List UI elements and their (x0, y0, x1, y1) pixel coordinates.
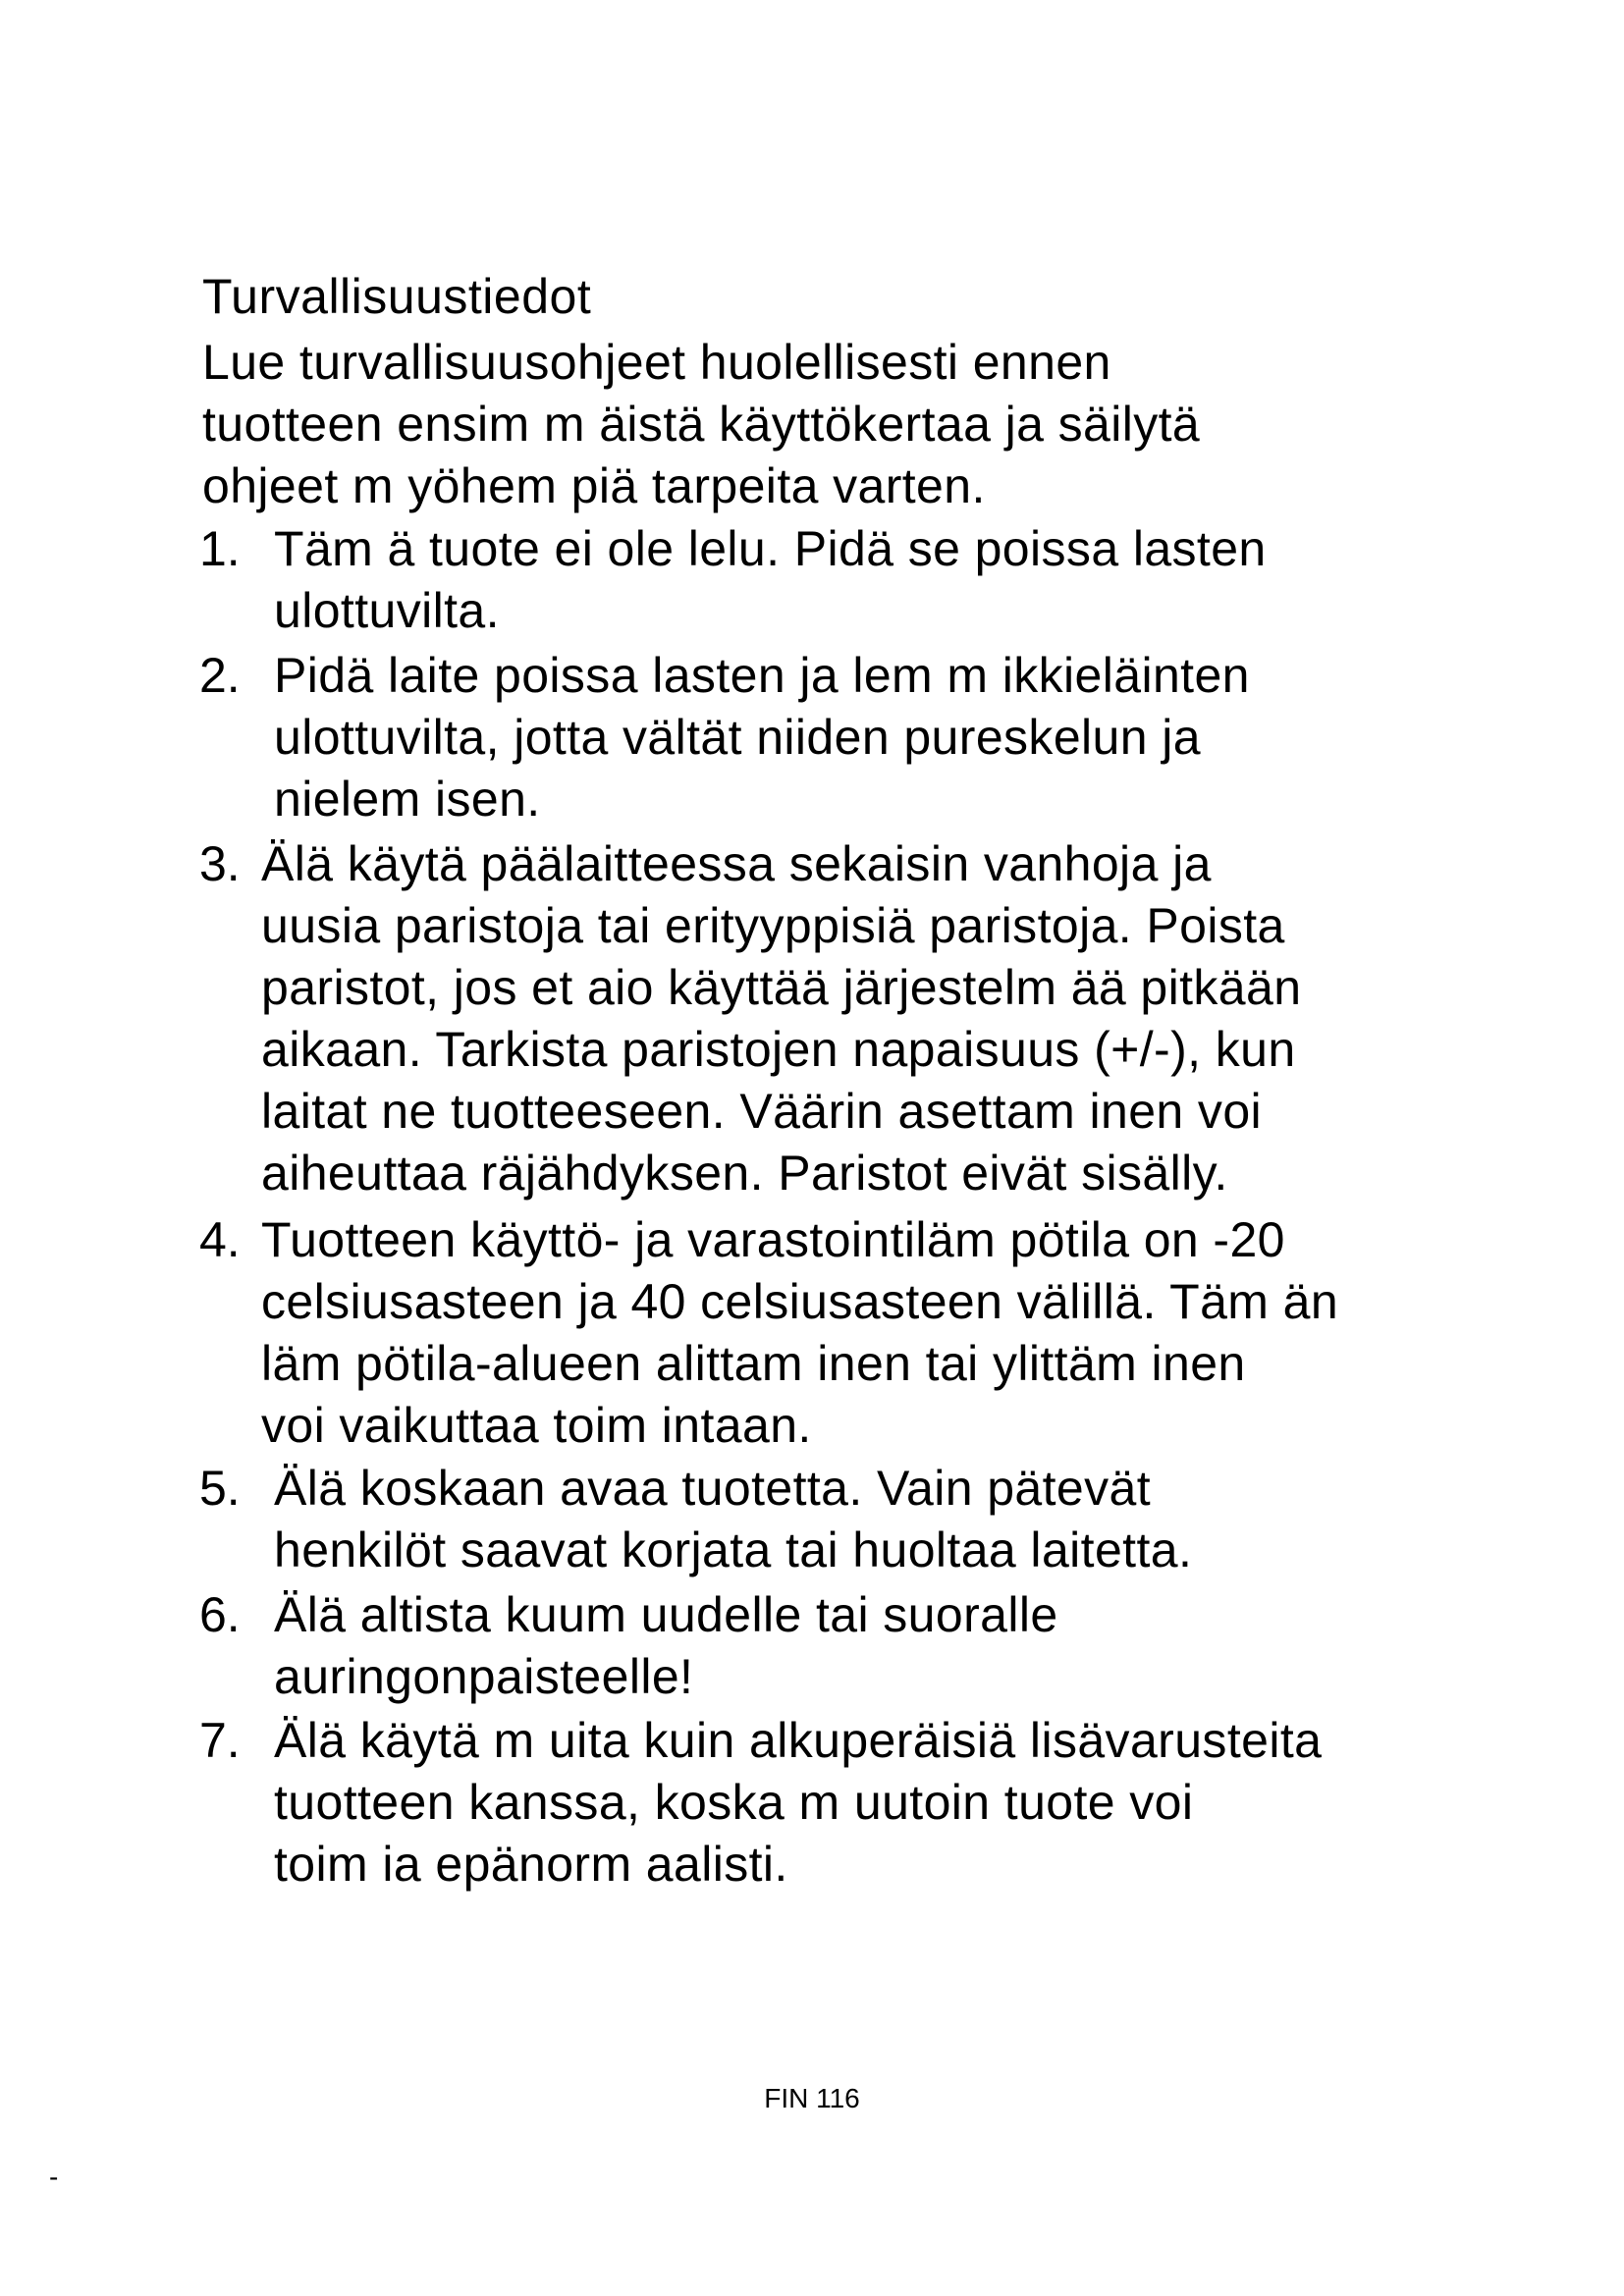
list-item-text (261, 1209, 1338, 1457)
list-item-number: 4. (199, 1212, 241, 1267)
list-item-line: celsiusasteen ja 40 celsiusasteen välillä. Täm än (261, 1274, 1339, 1329)
list-item-text (261, 833, 1301, 1204)
page-number: FIN 116 (764, 2083, 860, 2113)
intro-line: ohjeet m yöhem piä tarpeita varten. (202, 458, 986, 513)
list-item-line: tuotteen kanssa, koska m uutoin tuote voi (274, 1775, 1194, 1830)
intro-line: tuotteen ensim m äistä käyttökertaa ja säilytä (202, 397, 1201, 452)
list-item-line: toim ia epänorm aalisti. (274, 1837, 788, 1892)
intro-paragraph (202, 332, 1200, 517)
list-item-line: Älä käytä m uita kuin alkuperäisiä lisävarusteita (274, 1713, 1323, 1768)
list-item-line: uusia paristoja tai erityyppisiä paristoja. Poista (261, 898, 1285, 953)
list-item-line: henkilöt saavat korjata tai huoltaa laitetta. (274, 1522, 1193, 1577)
list-item-line: ulottuvilta. (274, 583, 500, 638)
list-item-number: 1. (199, 521, 241, 576)
list-item-line: voi vaikuttaa toim intaan. (261, 1398, 812, 1453)
corner-mark: - (49, 2162, 59, 2192)
list-item-line: laitat ne tuotteeseen. Väärin asettam inen voi (261, 1084, 1263, 1139)
list-item-number: 6. (199, 1587, 241, 1642)
list-item-line: paristot, jos et aio käyttää järjestelm ää pitkään (261, 960, 1302, 1015)
list-item-number: 5. (199, 1461, 241, 1516)
intro-line: Lue turvallisuusohjeet huolellisesti ennen (202, 335, 1111, 390)
list-item-line: ulottuvilta, jotta vältät niiden pureskelun ja (274, 710, 1201, 765)
list-item-line: Täm ä tuote ei ole lelu. Pidä se poissa lasten (274, 521, 1267, 576)
list-item-number: 2. (199, 648, 241, 703)
list-item-text (274, 518, 1267, 642)
list-item-text (274, 1710, 1322, 1896)
list-item-line: nielem isen. (274, 772, 541, 827)
list-item-line: Pidä laite poissa lasten ja lem m ikkieläinten (274, 648, 1250, 703)
list-item-line: läm pötila-alueen alittam inen tai ylittäm inen (261, 1336, 1246, 1391)
list-item-line: Tuotteen käyttö- ja varastointiläm pötila on -20 (261, 1212, 1285, 1267)
list-item-line: auringonpaisteelle! (274, 1649, 694, 1704)
list-item-line: aiheuttaa räjähdyksen. Paristot eivät sisälly. (261, 1146, 1228, 1201)
list-item-number: 3. (199, 836, 241, 891)
list-item-line: Älä koskaan avaa tuotetta. Vain pätevät (274, 1461, 1152, 1516)
list-item-text (274, 1458, 1192, 1581)
section-heading: Turvallisuustiedot (202, 269, 592, 324)
list-item-text (274, 1584, 1058, 1708)
list-item-line: Älä käytä päälaitteessa sekaisin vanhoja ja (261, 836, 1212, 891)
list-item-number: 7. (199, 1713, 241, 1768)
list-item-line: Älä altista kuum uudelle tai suoralle (274, 1587, 1058, 1642)
list-item-line: aikaan. Tarkista paristojen napaisuus (+/-), kun (261, 1022, 1296, 1077)
list-item-text (274, 645, 1250, 830)
